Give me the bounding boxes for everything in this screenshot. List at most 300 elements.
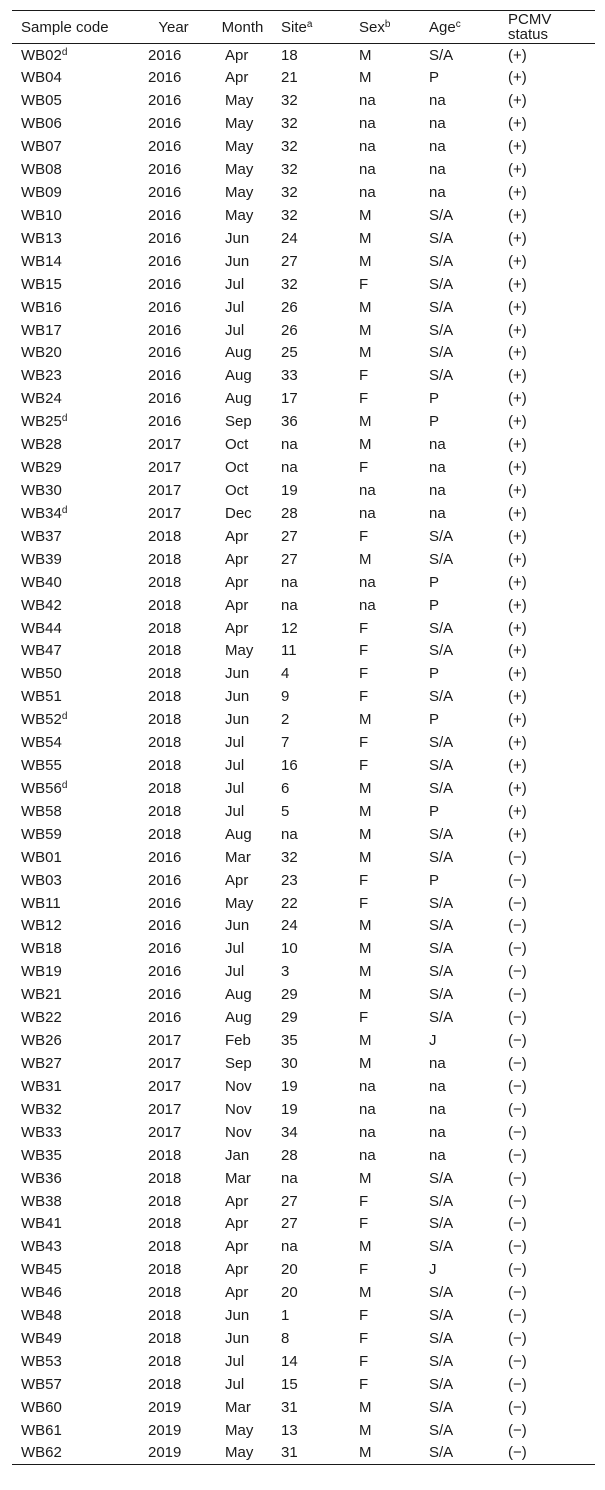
cell-pcmv-status	[499, 66, 595, 89]
cell-sample-code	[12, 1144, 134, 1167]
cell-pcmv-status-text: (−)	[508, 1307, 527, 1325]
cell-sample-code	[12, 708, 134, 731]
cell-age-text: S/A	[429, 1284, 454, 1302]
cell-sex	[350, 158, 420, 181]
cell-sample-code	[12, 44, 134, 67]
cell-site-text: 13	[281, 1421, 298, 1439]
cell-site	[272, 158, 350, 181]
cell-site	[272, 548, 350, 571]
cell-age-text: S/A	[429, 1421, 454, 1439]
cell-sex	[350, 662, 420, 685]
cell-year	[134, 135, 213, 158]
cell-year-text: 2018	[148, 1353, 182, 1370]
cell-age-text: S/A	[429, 642, 454, 660]
table-row	[12, 1190, 595, 1213]
cell-site-text: 32	[281, 161, 298, 179]
cell-site-text: 30	[281, 1055, 298, 1073]
cell-month-text: Apr	[225, 1215, 249, 1233]
cell-month-text: Jul	[225, 1353, 245, 1370]
cell-month	[213, 548, 272, 571]
table-row	[12, 1029, 595, 1052]
cell-site	[272, 66, 350, 89]
table-row	[12, 639, 595, 662]
cell-age	[420, 1419, 499, 1442]
cell-month	[213, 1235, 272, 1258]
cell-month-text: Apr	[225, 1238, 249, 1256]
cell-month	[213, 708, 272, 731]
cell-year-text: 2016	[148, 69, 182, 87]
cell-sex	[350, 1213, 420, 1236]
cell-site	[272, 708, 350, 731]
table-row	[12, 44, 595, 67]
cell-pcmv-status	[499, 937, 595, 960]
cell-month-text: Jul	[225, 298, 245, 316]
cell-month	[213, 960, 272, 983]
footnote-marker: d	[61, 46, 68, 58]
cell-pcmv-status-text: (+)	[508, 252, 527, 270]
cell-sex	[350, 181, 420, 204]
cell-month-text: Oct	[225, 459, 249, 477]
cell-year-text: 2016	[148, 206, 182, 224]
cell-pcmv-status-text: (−)	[508, 871, 527, 889]
cell-year-text: 2019	[148, 1398, 182, 1416]
cell-sex-text: M	[359, 963, 372, 981]
cell-site	[272, 937, 350, 960]
cell-sex-text: F	[359, 1330, 369, 1348]
cell-year	[134, 1258, 213, 1281]
cell-site	[272, 685, 350, 708]
cell-sample-code	[12, 571, 134, 594]
table-row	[12, 250, 595, 273]
cell-pcmv-status-text: (+)	[508, 161, 527, 179]
cell-sex-text: F	[359, 459, 369, 477]
cell-sample-code-text: WB24	[21, 390, 62, 408]
cell-sample-code-text: WB44	[21, 619, 62, 637]
cell-age	[420, 800, 499, 823]
cell-month	[213, 273, 272, 296]
cell-sample-code-text: WB57	[21, 1375, 62, 1393]
cell-site-text: 7	[281, 734, 290, 752]
cell-month	[213, 915, 272, 938]
cell-sex	[350, 685, 420, 708]
cell-sex	[350, 1281, 420, 1304]
cell-pcmv-status-text: (+)	[508, 390, 527, 408]
cell-site-text: 24	[281, 917, 298, 935]
cell-pcmv-status	[499, 364, 595, 387]
cell-year-text: 2016	[148, 161, 182, 179]
cell-age-text: na	[429, 1146, 446, 1164]
cell-month-text: May	[225, 183, 254, 201]
cell-year-text: 2018	[148, 1192, 182, 1210]
table-row	[12, 66, 595, 89]
cell-site	[272, 960, 350, 983]
cell-sex	[350, 319, 420, 342]
table-row	[12, 869, 595, 892]
cell-age-text: na	[429, 1077, 446, 1095]
cell-site	[272, 1052, 350, 1075]
cell-sex	[350, 1190, 420, 1213]
cell-sex	[350, 1258, 420, 1281]
cell-sample-code	[12, 1304, 134, 1327]
cell-year	[134, 685, 213, 708]
header-footnote-marker: c	[455, 18, 461, 30]
cell-pcmv-status	[499, 135, 595, 158]
cell-sample-code	[12, 1419, 134, 1442]
cell-sample-code-text: WB09	[21, 183, 62, 201]
cell-site	[272, 777, 350, 800]
cell-pcmv-status	[499, 112, 595, 135]
cell-sample-code	[12, 1281, 134, 1304]
cell-month-text: Jul	[225, 779, 245, 797]
cell-site	[272, 915, 350, 938]
cell-month	[213, 1167, 272, 1190]
cell-site-text: 27	[281, 252, 298, 270]
cell-age	[420, 639, 499, 662]
table-row	[12, 1121, 595, 1144]
footnote-marker: d	[61, 504, 68, 516]
table-row	[12, 594, 595, 617]
cell-site-text: 5	[281, 802, 290, 820]
cell-sample-code-text: WB21	[21, 986, 62, 1004]
cell-pcmv-status-text: (+)	[508, 757, 527, 775]
cell-age-text: S/A	[429, 1009, 454, 1027]
cell-sample-code	[12, 158, 134, 181]
cell-pcmv-status-text: (+)	[508, 734, 527, 752]
table-row	[12, 754, 595, 777]
cell-sample-code-text: WB26	[21, 1032, 62, 1050]
cell-age	[420, 662, 499, 685]
cell-month	[213, 479, 272, 502]
cell-pcmv-status-text: (−)	[508, 1330, 527, 1348]
cell-sex-text: F	[359, 527, 369, 545]
table-row	[12, 273, 595, 296]
cell-month-text: Apr	[225, 573, 249, 591]
cell-month-text: Sep	[225, 1055, 252, 1073]
table-row	[12, 502, 595, 525]
cell-age	[420, 1213, 499, 1236]
cell-month-text: Jun	[225, 688, 250, 706]
cell-year-text: 2016	[148, 986, 182, 1004]
table-row	[12, 525, 595, 548]
cell-year-text: 2017	[148, 459, 182, 477]
table-row	[12, 387, 595, 410]
cell-pcmv-status-text: (−)	[508, 963, 527, 981]
cell-month	[213, 66, 272, 89]
cell-site	[272, 433, 350, 456]
table-row	[12, 1258, 595, 1281]
cell-month-text: Sep	[225, 413, 252, 431]
cell-sample-code	[12, 433, 134, 456]
cell-sample-code	[12, 1373, 134, 1396]
cell-age-text: P	[429, 390, 440, 408]
cell-sample-code-text: WB04	[21, 69, 62, 87]
cell-age	[420, 525, 499, 548]
cell-sex-text: M	[359, 1238, 372, 1256]
table-row	[12, 846, 595, 869]
cell-month	[213, 685, 272, 708]
cell-year	[134, 387, 213, 410]
cell-site-text: 1	[281, 1307, 290, 1325]
cell-year	[134, 1350, 213, 1373]
cell-sample-code	[12, 135, 134, 158]
table-row	[12, 204, 595, 227]
cell-sex-text: M	[359, 413, 372, 431]
cell-month	[213, 319, 272, 342]
cell-site-text: 26	[281, 298, 298, 316]
cell-sample-code-text: WB48	[21, 1307, 62, 1325]
cell-age	[420, 1281, 499, 1304]
cell-pcmv-status-text: (+)	[508, 138, 527, 156]
cell-sex	[350, 960, 420, 983]
cell-site	[272, 341, 350, 364]
cell-site	[272, 1419, 350, 1442]
cell-pcmv-status	[499, 387, 595, 410]
cell-sex-text: na	[359, 115, 376, 133]
cell-age	[420, 456, 499, 479]
cell-month	[213, 754, 272, 777]
cell-pcmv-status-text: (−)	[508, 940, 527, 958]
cell-year-text: 2016	[148, 1009, 182, 1027]
cell-year-text: 2018	[148, 596, 182, 614]
cell-site	[272, 846, 350, 869]
cell-year-text: 2018	[148, 1284, 182, 1302]
cell-site	[272, 135, 350, 158]
cell-sample-code	[12, 66, 134, 89]
cell-sample-code-text: WB05	[21, 92, 62, 110]
cell-month	[213, 617, 272, 640]
cell-sample-code	[12, 800, 134, 823]
cell-month	[213, 937, 272, 960]
table-row	[12, 341, 595, 364]
cell-site-text: na	[281, 1238, 298, 1256]
cell-year-text: 2019	[148, 1421, 182, 1439]
cell-sex	[350, 1075, 420, 1098]
cell-year-text: 2017	[148, 436, 182, 454]
cell-pcmv-status	[499, 1075, 595, 1098]
cell-age-text: S/A	[429, 298, 454, 316]
cell-pcmv-status-text: (−)	[508, 1077, 527, 1095]
cell-sample-code	[12, 227, 134, 250]
cell-pcmv-status-text: (+)	[508, 229, 527, 247]
cell-year	[134, 1373, 213, 1396]
cell-month-text: Jul	[225, 321, 245, 339]
cell-sample-code-text: WB28	[21, 436, 62, 454]
cell-sex-text: na	[359, 596, 376, 614]
cell-month	[213, 1373, 272, 1396]
cell-age	[420, 341, 499, 364]
header-year	[134, 11, 213, 44]
cell-year-text: 2016	[148, 344, 182, 362]
header-sample-code	[12, 11, 134, 44]
cell-year-text: 2018	[148, 688, 182, 706]
sample-table	[12, 10, 595, 1465]
cell-month	[213, 846, 272, 869]
cell-site-text: 25	[281, 344, 298, 362]
cell-age	[420, 869, 499, 892]
cell-sample-code-text: WB62	[21, 1444, 62, 1462]
cell-sample-code-text: WB45	[21, 1261, 62, 1279]
cell-site	[272, 754, 350, 777]
cell-age-text: S/A	[429, 894, 454, 912]
cell-age-text: S/A	[429, 757, 454, 775]
cell-site	[272, 617, 350, 640]
cell-site	[272, 1029, 350, 1052]
cell-sex-text: M	[359, 917, 372, 935]
cell-month-text: Aug	[225, 986, 252, 1004]
cell-sample-code-text: WB50	[21, 665, 62, 683]
cell-month-text: May	[225, 1444, 254, 1462]
cell-year	[134, 1419, 213, 1442]
cell-month-text: May	[225, 1421, 254, 1439]
cell-sex-text: F	[359, 871, 369, 889]
cell-age-text: na	[429, 138, 446, 156]
cell-pcmv-status-text: (+)	[508, 459, 527, 477]
cell-sex	[350, 1029, 420, 1052]
cell-site	[272, 364, 350, 387]
cell-sex	[350, 869, 420, 892]
cell-site-text: 34	[281, 1123, 298, 1141]
cell-month-text: May	[225, 206, 254, 224]
cell-pcmv-status-text: (+)	[508, 321, 527, 339]
cell-site	[272, 387, 350, 410]
cell-year	[134, 364, 213, 387]
cell-month-text: Jul	[225, 1375, 245, 1393]
cell-sex	[350, 1304, 420, 1327]
cell-month-text: Nov	[225, 1077, 252, 1095]
cell-sex-text: na	[359, 183, 376, 201]
header-pcmv-status	[499, 11, 595, 44]
cell-year	[134, 754, 213, 777]
cell-pcmv-status-text: (+)	[508, 436, 527, 454]
cell-year	[134, 800, 213, 823]
cell-pcmv-status	[499, 662, 595, 685]
cell-year	[134, 1006, 213, 1029]
cell-site	[272, 204, 350, 227]
cell-site	[272, 1350, 350, 1373]
cell-month	[213, 44, 272, 67]
cell-month	[213, 1052, 272, 1075]
cell-month	[213, 227, 272, 250]
cell-sample-code	[12, 983, 134, 1006]
header-month	[213, 11, 272, 44]
cell-age	[420, 960, 499, 983]
cell-year	[134, 1075, 213, 1098]
cell-pcmv-status-text: (+)	[508, 344, 527, 362]
cell-sex-text: M	[359, 986, 372, 1004]
cell-pcmv-status	[499, 708, 595, 731]
cell-pcmv-status-text: (+)	[508, 642, 527, 660]
cell-sample-code	[12, 846, 134, 869]
cell-year	[134, 846, 213, 869]
cell-sample-code-text: WB46	[21, 1284, 62, 1302]
cell-sample-code-text: WB40	[21, 573, 62, 591]
cell-sample-code	[12, 823, 134, 846]
cell-pcmv-status	[499, 571, 595, 594]
cell-sex-text: M	[359, 1055, 372, 1073]
cell-sex-text: M	[359, 46, 372, 64]
cell-age	[420, 1190, 499, 1213]
cell-sample-code	[12, 1098, 134, 1121]
cell-month-text: Aug	[225, 825, 252, 843]
cell-year	[134, 823, 213, 846]
cell-year	[134, 112, 213, 135]
table-row	[12, 1098, 595, 1121]
cell-age-text: J	[429, 1261, 437, 1279]
header-label: PCMV status	[508, 11, 552, 43]
cell-year	[134, 1327, 213, 1350]
cell-sample-code-text: WB14	[21, 252, 62, 270]
cell-pcmv-status	[499, 158, 595, 181]
cell-sex-text: M	[359, 1398, 372, 1416]
cell-sex	[350, 112, 420, 135]
cell-year-text: 2018	[148, 1261, 182, 1279]
cell-age	[420, 135, 499, 158]
cell-month-text: May	[225, 138, 254, 156]
table-row	[12, 823, 595, 846]
cell-year	[134, 617, 213, 640]
cell-year	[134, 319, 213, 342]
cell-pcmv-status	[499, 1213, 595, 1236]
cell-age-text: na	[429, 161, 446, 179]
cell-age-text: S/A	[429, 229, 454, 247]
cell-month-text: Mar	[225, 1398, 251, 1416]
cell-year	[134, 1190, 213, 1213]
cell-sample-code-text: WB23	[21, 367, 62, 385]
cell-age-text: na	[429, 92, 446, 110]
cell-age	[420, 479, 499, 502]
cell-year	[134, 1281, 213, 1304]
cell-pcmv-status-text: (+)	[508, 46, 527, 64]
cell-site-text: 17	[281, 390, 298, 408]
cell-pcmv-status	[499, 1350, 595, 1373]
table-row	[12, 1167, 595, 1190]
cell-sex-text: F	[359, 642, 369, 660]
table-row	[12, 1052, 595, 1075]
cell-site	[272, 1098, 350, 1121]
cell-site-text: na	[281, 573, 298, 591]
cell-age	[420, 181, 499, 204]
cell-age	[420, 433, 499, 456]
cell-sex-text: F	[359, 1261, 369, 1279]
cell-sex	[350, 204, 420, 227]
cell-pcmv-status	[499, 731, 595, 754]
cell-age-text: S/A	[429, 734, 454, 752]
cell-sex	[350, 915, 420, 938]
cell-year	[134, 777, 213, 800]
table-row	[12, 1396, 595, 1419]
table-row	[12, 1442, 595, 1465]
cell-sample-code	[12, 1327, 134, 1350]
cell-site-text: 2	[281, 711, 290, 729]
cell-age-text: S/A	[429, 252, 454, 270]
cell-year	[134, 525, 213, 548]
cell-sample-code-text: WB61	[21, 1421, 62, 1439]
cell-site	[272, 1396, 350, 1419]
cell-pcmv-status	[499, 1396, 595, 1419]
cell-sample-code-text: WB18	[21, 940, 62, 958]
cell-sex-text: M	[359, 252, 372, 270]
cell-sex	[350, 1235, 420, 1258]
cell-sex	[350, 1327, 420, 1350]
cell-sex	[350, 1373, 420, 1396]
cell-site	[272, 44, 350, 67]
cell-sample-code	[12, 594, 134, 617]
cell-age	[420, 364, 499, 387]
table-row	[12, 1304, 595, 1327]
header-label: Month	[221, 18, 264, 36]
cell-sample-code-text: WB60	[21, 1398, 62, 1416]
cell-age-text: S/A	[429, 848, 454, 866]
